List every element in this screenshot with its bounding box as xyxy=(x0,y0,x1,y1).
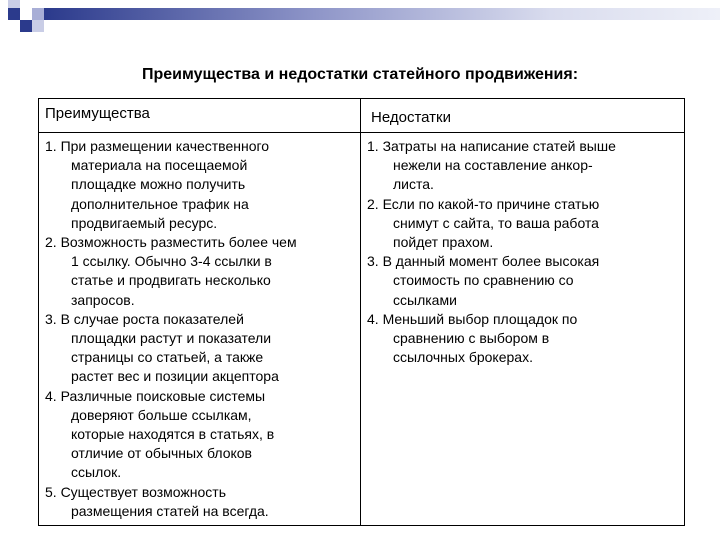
pros-list-item-continuation-line: продвигаемый ресурс. xyxy=(71,214,218,231)
cons-list-item-continuation-line: листа. xyxy=(393,176,434,193)
cons-list-item-continuation-line: сравнению с выбором в xyxy=(393,330,550,347)
pros-list-item-first-line: 3. В случае роста показателей xyxy=(45,310,244,327)
decor-square xyxy=(8,0,20,8)
pros-list-item-continuation-line: страницы со статьей, а также xyxy=(71,349,264,366)
pros-list-item-continuation-line: материала на посещаемой xyxy=(71,157,248,174)
pros-list-item-continuation-line: площадки растут и показатели xyxy=(71,330,272,347)
decor-square xyxy=(8,8,20,20)
cons-cell xyxy=(361,133,685,526)
cons-list-item xyxy=(367,195,678,253)
decor-gradient-bar xyxy=(44,8,720,20)
pros-list-item-continuation-line: отличие от обычных блоков xyxy=(71,445,252,462)
pros-list-item-first-line: 1. При размещении качественного xyxy=(45,138,270,154)
cons-list-item-first-line: 3. В данный момент более высокая xyxy=(367,253,600,270)
cons-header: Недостатки xyxy=(361,99,685,133)
decor-square xyxy=(32,20,44,32)
pros-list-item xyxy=(45,233,354,310)
cons-list-item-first-line: 2. Если по какой-то причине статью xyxy=(367,195,600,212)
cons-list-item-continuation-line: стоимость по сравнению со xyxy=(393,272,574,289)
pros-list-item-continuation-line: запросов. xyxy=(71,291,135,308)
pros-list-item-continuation-line: 1 ссылку. Обычно 3-4 ссылки в xyxy=(71,253,272,270)
pros-list-item-continuation-line: которые находятся в статьях, в xyxy=(71,426,275,443)
pros-list-item xyxy=(45,483,354,521)
pros-list-item xyxy=(45,387,354,483)
cons-list-item-continuation-line: снимут с сайта, то ваша работа xyxy=(393,214,599,231)
cons-list-item-continuation-line: нежели на составление анкор- xyxy=(393,157,593,174)
pros-list-item xyxy=(45,310,354,387)
table-header-row xyxy=(39,99,685,133)
cons-list-item-first-line: 1. Затраты на написание статей выше xyxy=(367,138,616,154)
pros-list-item-continuation-line: размещения статей на всегда. xyxy=(71,502,269,519)
table-row xyxy=(39,133,685,526)
decor-square xyxy=(32,8,44,20)
pros-cell xyxy=(39,133,361,526)
cons-list-item xyxy=(367,310,678,368)
cons-list-item-continuation-line: пойдет прахом. xyxy=(393,234,494,251)
pros-list-item-first-line: 2. Возможность разместить более чем xyxy=(45,234,297,251)
pros-list-item-continuation-line: доверяют больше ссылкам, xyxy=(71,406,252,423)
pros-list-item-continuation-line: растет вес и позиции акцептора xyxy=(71,368,279,385)
pros-list-item-first-line: 5. Существует возможность xyxy=(45,483,227,500)
cons-list-item xyxy=(367,137,678,195)
cons-list-item-first-line: 4. Меньший выбор площадок по xyxy=(367,310,578,327)
pros-list-item xyxy=(45,137,354,233)
pros-cons-table xyxy=(38,98,685,526)
cons-list-item-continuation-line: ссылочных брокерах. xyxy=(393,349,533,366)
cons-list xyxy=(367,137,678,367)
slide-decoration xyxy=(0,0,720,40)
pros-list xyxy=(45,137,354,521)
pros-list-item-continuation-line: статье и продвигать несколько xyxy=(71,272,271,289)
pros-list-item-first-line: 4. Различные поисковые системы xyxy=(45,387,266,404)
pros-list-item-continuation-line: ссылок. xyxy=(71,464,122,481)
decor-square xyxy=(20,8,32,20)
cons-list-item xyxy=(367,252,678,310)
pros-list-item-continuation-line: дополнительное трафик на xyxy=(71,195,249,212)
pros-list-item-continuation-line: площадке можно получить xyxy=(71,176,246,193)
decor-square xyxy=(8,20,20,32)
decor-square xyxy=(20,20,32,32)
cons-list-item-continuation-line: ссылками xyxy=(393,291,457,308)
slide-title: Преимущества и недостатки статейного продвижения: xyxy=(141,66,579,83)
pros-header: Преимущества xyxy=(39,99,361,133)
